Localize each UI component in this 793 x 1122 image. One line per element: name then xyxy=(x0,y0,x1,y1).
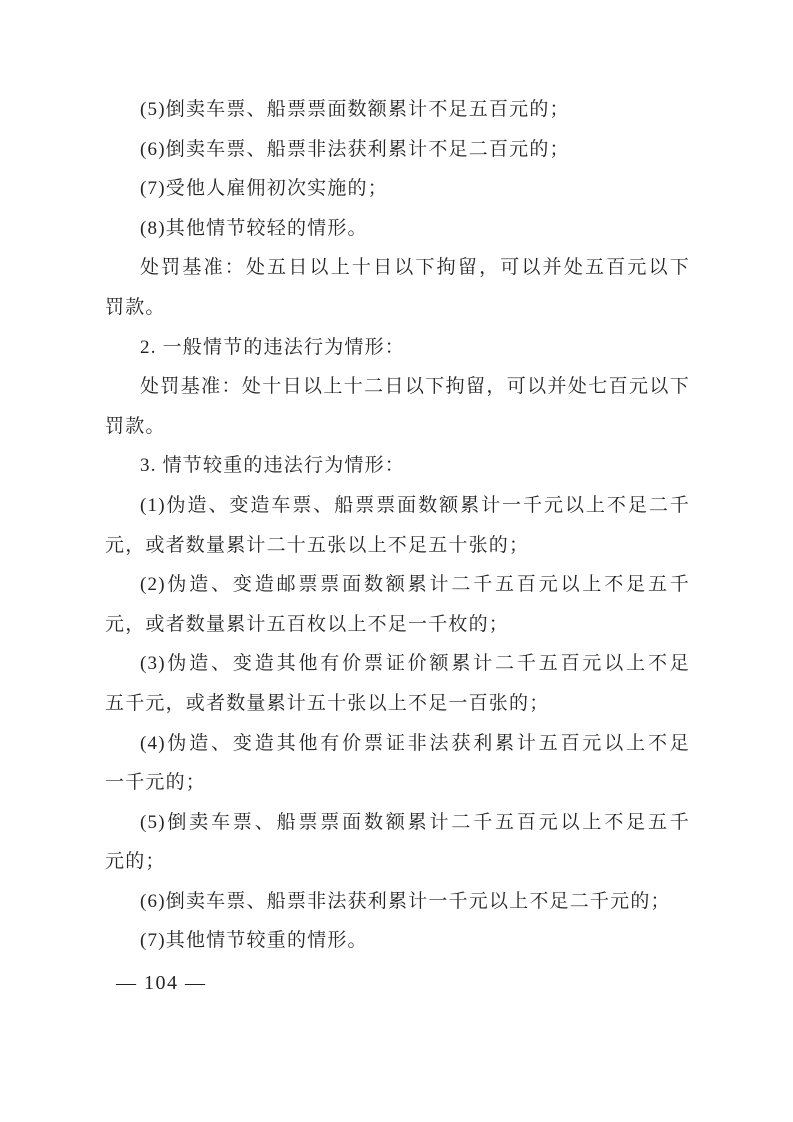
text-line: (5)倒卖车票、船票票面数额累计不足五百元的； xyxy=(140,99,570,120)
text-line: 元的； xyxy=(105,851,166,873)
text-line: 五千元，或者数量累计五十张以上不足一百张的； xyxy=(105,692,550,714)
text-line: 处罚基准：处五日以上十日以下拘留，可以并处五百元以下 xyxy=(140,257,690,279)
text-line: 罚款。 xyxy=(105,415,166,437)
text-line: 一千元的； xyxy=(105,772,207,794)
text-line: (6)倒卖车票、船票非法获利累计不足二百元的； xyxy=(140,138,570,160)
text-line: (3)伪造、变造其他有价票证价额累计二千五百元以上不足 xyxy=(140,653,690,675)
text-line: (5)倒卖车票、船票票面数额累计二千五百元以上不足五千 xyxy=(140,811,690,833)
text-line: 罚款。 xyxy=(105,296,166,318)
text-line: (2)伪造、变造邮票票面数额累计二千五百元以上不足五千 xyxy=(140,574,690,596)
page-number: — 104 — xyxy=(116,972,207,994)
text-line: (1)伪造、变造车票、船票票面数额累计一千元以上不足二千 xyxy=(140,494,690,516)
text-line: 处罚基准：处十日以上十二日以下拘留，可以并处七百元以下 xyxy=(140,376,690,398)
text-line: (7)受他人雇佣初次实施的； xyxy=(140,178,388,200)
text-line: (4)伪造、变造其他有价票证非法获利累计五百元以上不足 xyxy=(140,732,690,754)
text-line: 2. 一般情节的违法行为情形： xyxy=(140,336,406,358)
text-block xyxy=(105,90,690,961)
text-line: 3. 情节较重的违法行为情形： xyxy=(140,455,406,477)
text-line: (7)其他情节较重的情形。 xyxy=(140,930,368,952)
text-line: 元，或者数量累计五百枚以上不足一千枚的； xyxy=(105,613,510,635)
text-line: (8)其他情节较轻的情形。 xyxy=(140,217,368,239)
text-line: (6)倒卖车票、船票非法获利累计一千元以上不足二千元的； xyxy=(140,890,671,912)
text-line: 元，或者数量累计二十五张以上不足五十张的； xyxy=(105,534,530,556)
